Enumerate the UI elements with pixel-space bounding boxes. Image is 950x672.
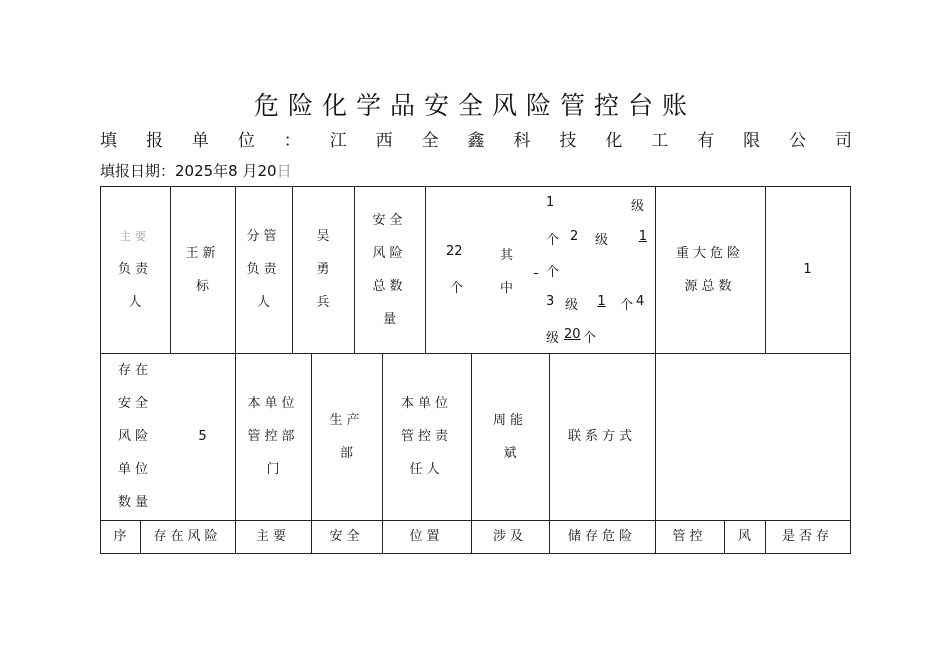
cell-branch-responsible-name	[292, 186, 354, 353]
level4-number: 4	[636, 294, 645, 309]
unit-char: 江	[329, 131, 347, 151]
risk-total-value: 22	[446, 244, 463, 259]
unit-char: 鑫	[467, 131, 485, 151]
label-line: 负责	[117, 262, 152, 277]
page-title: 危险化学品安全风险管控台账	[253, 91, 696, 120]
label-line: 分管	[246, 229, 281, 244]
label-line: 数量	[117, 495, 152, 510]
cell-control-dept-value	[311, 353, 382, 520]
report-date	[100, 160, 292, 181]
level2-value: 1	[638, 229, 647, 244]
header-storage-hazard: 储存危险	[567, 529, 636, 544]
header-main: 主要	[255, 529, 290, 544]
cell-main-responsible-name	[170, 186, 235, 353]
label-line: 管控部	[247, 429, 299, 444]
label-line: 安全	[372, 212, 407, 228]
label-line: 单位	[117, 462, 152, 477]
label-line: 主要	[119, 230, 150, 243]
unit-char: 工	[651, 131, 669, 151]
cell-contact-value	[655, 353, 850, 520]
level2-ge: 个	[546, 265, 560, 280]
level3-ji: 级	[565, 298, 579, 313]
label-line: 门	[266, 462, 280, 477]
unit-char: 全	[421, 131, 439, 151]
label-line: 人	[128, 295, 142, 310]
level2-number: 2	[570, 229, 579, 244]
report-date-day-char: 日	[276, 162, 292, 180]
label-line: 安全	[117, 396, 152, 411]
value-line: 兵	[316, 295, 330, 310]
unit-char: 单	[191, 131, 209, 151]
label-line: 源总数	[684, 278, 736, 294]
label-line: 风险	[117, 429, 152, 444]
level1-ji: 级	[631, 199, 645, 214]
value-line: 标	[195, 278, 209, 294]
unit-char: ：	[283, 131, 301, 151]
cell-major-hazard-value: 1	[803, 262, 812, 277]
unit-char: 科	[513, 131, 531, 151]
value-line: 生产	[329, 412, 364, 428]
level1-ge: 个	[546, 233, 560, 248]
label-line: 负责	[246, 262, 281, 277]
reporting-unit-row	[100, 126, 852, 151]
report-date-text: 填报日期：2025年8 月20	[100, 162, 277, 180]
table-border-bottom	[100, 553, 851, 554]
unit-char: 司	[835, 131, 852, 151]
label-line: 量	[382, 311, 396, 327]
cell-branch-responsible-label	[235, 186, 292, 353]
level3-number: 3	[546, 294, 555, 309]
cell-control-person-value	[471, 353, 549, 520]
label-line: 管控责	[400, 429, 452, 444]
value-line: 吴	[316, 229, 330, 244]
value-line: 王新	[185, 245, 220, 261]
level4-value: 20	[564, 327, 581, 342]
ledger-table	[100, 186, 851, 554]
unit-char: 限	[743, 131, 761, 151]
level3-value: 1	[597, 294, 606, 309]
header-risk: 存在风险	[153, 529, 222, 544]
label-line: 存在	[117, 363, 152, 378]
level4-ge: 个	[583, 331, 597, 346]
header-safety: 安全	[329, 529, 364, 544]
unit-char: 西	[375, 131, 393, 151]
unit-char: 公	[789, 131, 807, 151]
cell-contact-label: 联系方式	[567, 429, 636, 444]
unit-char: 有	[697, 131, 715, 151]
unit-char: 位	[237, 131, 255, 151]
header-control: 管控	[672, 529, 707, 544]
level2-ji: 级	[595, 233, 609, 248]
header-index: 序	[113, 529, 127, 544]
level2-value-underline-tail	[534, 261, 546, 276]
value-line: 部	[339, 445, 353, 461]
cell-major-hazard-label	[655, 186, 765, 353]
risk-total-unit: 个	[450, 281, 464, 296]
level3-ge: 个	[620, 298, 634, 313]
value-line: 斌	[503, 445, 517, 461]
risk-qi-char: 其	[500, 248, 514, 263]
level4-ji: 级	[546, 331, 560, 346]
header-whether-exists: 是否存	[781, 529, 833, 544]
value-line: 周能	[492, 412, 527, 428]
cell-control-person-label	[382, 353, 471, 520]
label-line: 任人	[409, 462, 444, 477]
unit-char: 技	[559, 131, 577, 151]
label-line: 总数	[372, 278, 407, 294]
cell-main-responsible-label	[100, 186, 170, 353]
label-line: 本单位	[400, 396, 452, 411]
unit-char: 填	[100, 131, 117, 151]
label-line: 人	[256, 295, 270, 310]
table-border-right	[850, 186, 851, 554]
header-location: 位置	[409, 529, 444, 544]
cell-risk-units-label	[100, 353, 170, 520]
cell-risk-units-value: 5	[198, 429, 207, 444]
cell-control-dept-label	[235, 353, 311, 520]
level1-number: 1	[546, 195, 555, 210]
column-divider	[425, 186, 426, 353]
unit-char: 报	[145, 131, 163, 151]
cell-risk-count-label	[354, 186, 425, 353]
header-involves: 涉及	[492, 529, 527, 544]
label-line: 重大危险	[675, 245, 744, 261]
label-line: 本单位	[247, 396, 299, 411]
unit-char: 化	[605, 131, 623, 151]
value-line: 勇	[316, 262, 330, 277]
risk-zhong-char: 中	[500, 281, 514, 296]
header-wind: 风	[737, 529, 751, 544]
label-line: 风险	[372, 245, 407, 261]
